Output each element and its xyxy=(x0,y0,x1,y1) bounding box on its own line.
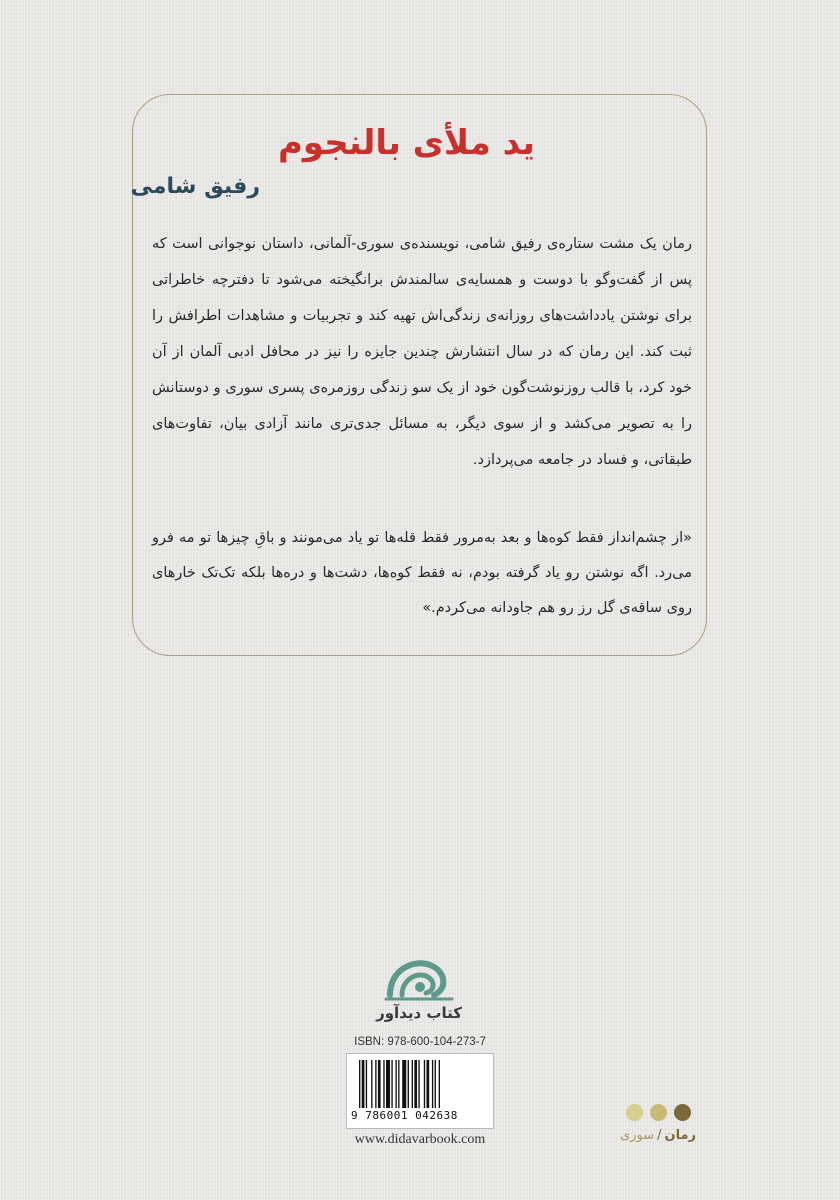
book-quote: «از چشم‌انداز فقط کوه‌ها و بعد به‌مرور فقط قله‌ها تو یاد می‌مونند و باقِ چیزها تو مه فرو می‌رد. اگه نوشتن رو یاد گرفته بودم، نه فقط کوه‌ها، دشت‌ها و دره‌ها بلکه تک‌تک خارهای روی ساقه‌ی گل رز رو هم جاودانه می‌کردم.» xyxy=(152,530,692,616)
barcode-bars xyxy=(357,1060,485,1110)
genre-label xyxy=(600,1128,696,1143)
genre-secondary: سوری xyxy=(620,1128,655,1143)
publisher-website: www.didavarbook.com xyxy=(354,1132,486,1147)
genre-separator: / xyxy=(657,1128,662,1143)
genre-dot xyxy=(650,1104,667,1121)
barcode-digits: 9 786001 042638 xyxy=(351,1109,458,1122)
publisher-name: کتاب دیدآور xyxy=(376,1004,462,1022)
genre-dot xyxy=(674,1104,691,1121)
genre-dots xyxy=(626,1104,694,1122)
book-description: رمان یک مشت ستاره‌ی رفیق شامی، نویسنده‌ی سوری-آلمانی، داستان نوجوانی است که پس از گفت‌وگو با دوست و همسایه‌ی سالمندش برانگیخته می‌شود تا دفترچه خاطراتی برای نوشتن یادداشت‌های روزانه‌ی زندگی‌اش تهیه کند و تجربیات و مشاهدات اطرافش را ثبت کند. این رمان که در سال انتشارش چندین جایزه را نیز در محافل ادبی آلمان از آن خود کرد، با قالب روزنوشت‌گون خود از یک سو زندگی روزمره‌ی پسری سوری و دوستانش را به تصویر می‌کشد و از سوی دیگر، به مسائل جدی‌تری مانند آزادی بیان، تفاوت‌های طبقاتی، و فساد در جامعه می‌پردازد. xyxy=(152,236,692,468)
book-author: رفیق شامی xyxy=(130,174,260,199)
genre-dot xyxy=(626,1104,643,1121)
genre-primary: رمان xyxy=(664,1128,696,1143)
barcode xyxy=(346,1053,494,1129)
spiral-eye-logo-icon xyxy=(384,955,454,1005)
isbn-text: ISBN: 978-600-104-273-7 xyxy=(354,1036,486,1048)
book-title: ید ملأی بالنجوم xyxy=(277,123,535,163)
